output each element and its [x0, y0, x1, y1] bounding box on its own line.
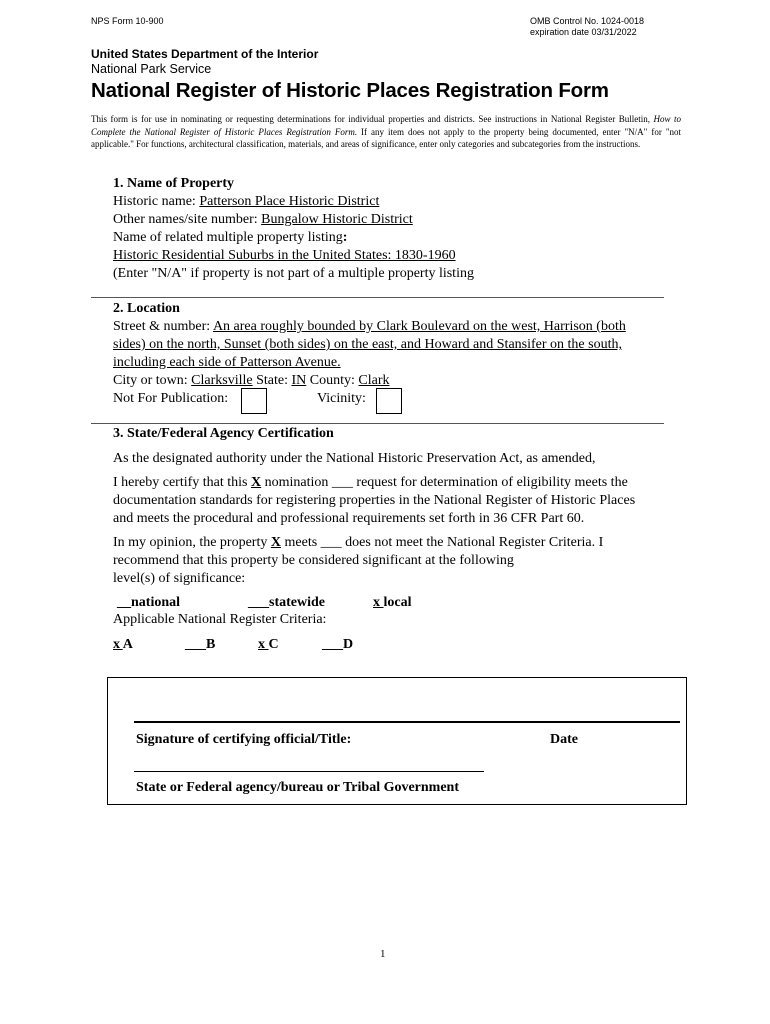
multiple-listing-note: (Enter "N/A" if property is not part of a multiple property listing — [113, 266, 474, 281]
opinion-text-a: In my opinion, the property — [113, 535, 271, 550]
opinion-line-2: recommend that this property be considered significant at the following — [113, 553, 514, 568]
street-field-line1[interactable]: An area roughly bounded by Clark Boulevard on the west, Harrison (both — [212, 319, 626, 334]
intro-text-1: This form is for use in nominating or requesting determinations for individual properties and districts. See instructions in National Register Bulletin, — [91, 114, 654, 124]
criterion-c-mark: x — [258, 637, 269, 652]
bulletin-title: How to Complete the National Register of Historic Places Registration Form. — [91, 114, 681, 137]
street-label: Street & number: — [113, 319, 213, 334]
certify-text-b: nomination ___ request for determination of eligibility meets the — [261, 475, 628, 490]
historic-name-label: Historic name: — [113, 194, 200, 209]
criterion-d[interactable]: ___D — [322, 637, 354, 652]
omb-control-number: OMB Control No. 1024-0018 — [530, 16, 645, 26]
section3-heading: 3. State/Federal Agency Certification — [113, 426, 334, 441]
city-label: City or town: — [113, 373, 192, 388]
criteria-label: Applicable National Register Criteria: — [113, 612, 327, 627]
not-for-publication-checkbox[interactable] — [241, 390, 267, 416]
other-names-field[interactable]: Bungalow Historic District — [261, 212, 413, 227]
certify-line-3: and meets the procedural and professional requirements set forth in 36 CFR Part 60. — [113, 511, 585, 526]
level-national[interactable]: __national — [117, 595, 181, 610]
vicinity-label: Vicinity: — [317, 391, 366, 406]
street-row-2 — [113, 337, 622, 353]
city-state-county-row — [113, 373, 390, 389]
not-for-publication-label: Not For Publication: — [113, 391, 229, 406]
opinion-text-b: meets ___ does not meet the National Register Criteria. I — [281, 535, 604, 550]
related-listing-label-row — [113, 230, 347, 246]
department-name: United States Department of the Interior — [91, 47, 319, 61]
signature-date-label: Date — [550, 732, 578, 747]
omb-block — [530, 16, 644, 38]
divider — [91, 297, 664, 298]
certify-row — [113, 475, 628, 491]
section1-heading: 1. Name of Property — [113, 176, 235, 191]
county-field[interactable]: Clark — [358, 373, 390, 388]
historic-name-field[interactable]: Patterson Place Historic District — [199, 194, 380, 209]
street-row-3 — [113, 355, 341, 371]
designated-authority-text: As the designated authority under the National Historic Preservation Act, as amended, — [113, 451, 596, 466]
street-row-1 — [113, 319, 626, 335]
related-listing-label: Name of related multiple property listing — [113, 230, 343, 245]
criterion-c[interactable] — [258, 637, 279, 653]
signature-official-label: Signature of certifying official/Title: — [136, 732, 352, 747]
service-name: National Park Service — [91, 62, 212, 76]
opinion-line-3: level(s) of significance: — [113, 571, 246, 586]
page-title: National Register of Historic Places Registration Form — [91, 79, 609, 102]
state-field[interactable]: IN — [291, 373, 307, 388]
level-local-label: local — [383, 595, 412, 610]
criterion-a-mark: x — [113, 637, 123, 652]
criterion-a[interactable] — [113, 637, 133, 653]
criterion-b[interactable]: ___B — [185, 637, 216, 652]
opinion-row — [113, 535, 603, 551]
related-listing-row — [113, 248, 456, 264]
city-field[interactable]: Clarksville — [191, 373, 253, 388]
certify-line-2: documentation standards for registering properties in the National Register of Historic Places — [113, 493, 636, 508]
county-label: County: — [306, 373, 359, 388]
intro-paragraph — [91, 113, 681, 151]
signature-line[interactable] — [134, 721, 680, 723]
criterion-a-label: A — [122, 637, 133, 652]
level-statewide[interactable]: ___statewide — [248, 595, 325, 610]
other-names-row — [113, 212, 413, 228]
level-local[interactable] — [373, 595, 412, 611]
agency-label: State or Federal agency/bureau or Tribal Government — [136, 780, 460, 795]
historic-name-row — [113, 194, 379, 210]
street-field-line3[interactable]: including each side of Patterson Avenue. — [113, 355, 341, 370]
expiration-date: expiration date 03/31/2022 — [530, 27, 637, 37]
related-listing-colon: : — [342, 230, 348, 245]
certify-text-a: I hereby certify that this — [113, 475, 252, 490]
state-label: State: — [252, 373, 292, 388]
form-number: NPS Form 10-900 — [91, 16, 164, 26]
street-field-line2[interactable]: sides) on the north, Sunset (both sides) on the east, and Howard and Stansifer on the south, — [113, 337, 622, 352]
other-names-label: Other names/site number: — [113, 212, 262, 227]
divider — [91, 423, 664, 424]
nomination-mark[interactable]: X — [251, 475, 262, 490]
page-number: 1 — [380, 948, 386, 960]
intro-text-2: If any item does not apply to the property being documented, enter "N/A" for "not applicable." For functions, architectural classification, materials, and areas of significance, enter only categories and subcategories from the instructions. — [91, 126, 681, 149]
level-local-mark: x — [373, 595, 384, 610]
agency-line[interactable] — [134, 771, 484, 772]
section2-heading: 2. Location — [113, 301, 180, 316]
criterion-c-label: C — [268, 637, 279, 652]
meets-mark[interactable]: X — [270, 535, 281, 550]
related-listing-field[interactable]: Historic Residential Suburbs in the United States: 1830-1960 — [113, 248, 456, 263]
vicinity-checkbox[interactable] — [376, 390, 402, 416]
